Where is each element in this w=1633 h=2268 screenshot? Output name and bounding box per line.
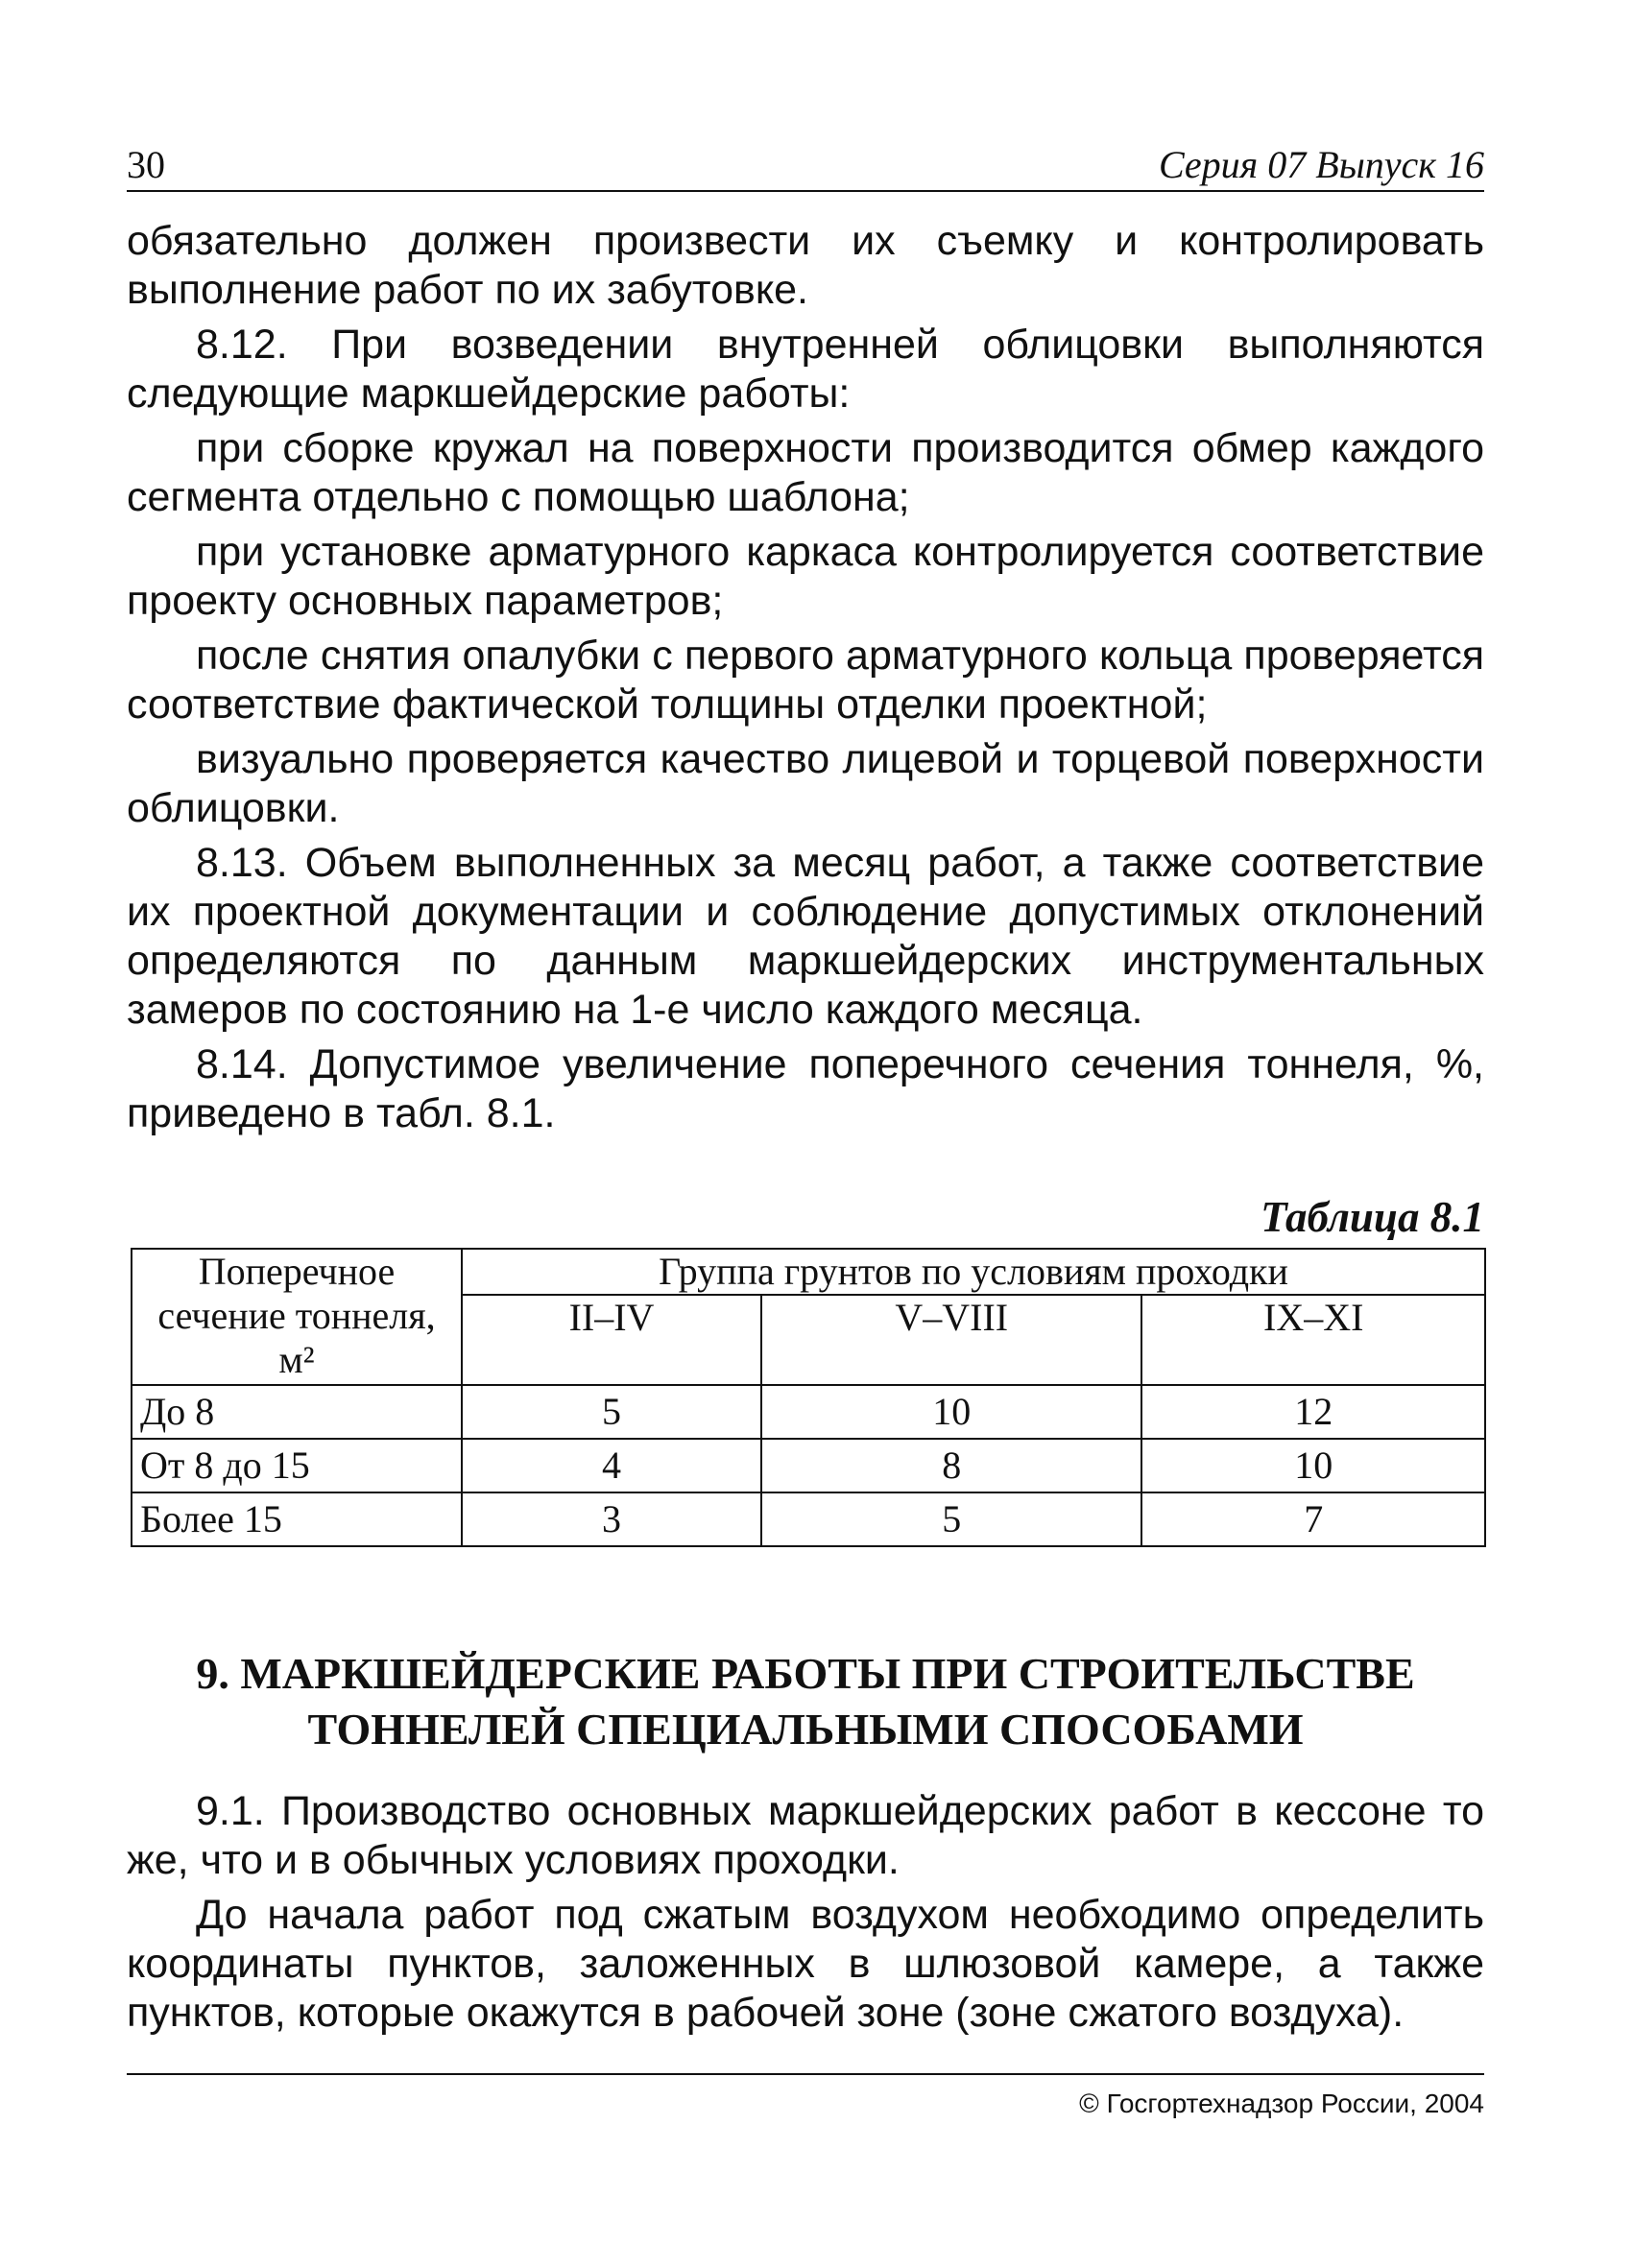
paragraph: при установке арматурного каркаса контролируется соответствие проекту основных параметров; [127,529,1484,624]
header-cross-section: Поперечное сечение тоннеля, м² [132,1249,462,1385]
text-block-lower [127,1787,1484,2043]
table-cell: 10 [1141,1439,1485,1492]
header-soil-group: Группа грунтов по условиям проходки [462,1249,1485,1295]
table-row [132,1492,1485,1546]
paragraph: обязательно должен произвести их съемку и контролировать выполнение работ по их забутовке. [127,218,1484,313]
table-cell: 8 [761,1439,1141,1492]
header-group-1: II–IV [462,1295,761,1385]
page-number: 30 [127,143,165,186]
table-row [132,1385,1485,1439]
paragraph: До начала работ под сжатым воздухом необходимо определить координаты пунктов, заложенных в шлюзовой камере, а также пунктов, которые окажутся в рабочей зоне (зоне сжатого воздуха). [127,1892,1484,2036]
table-cell: 7 [1141,1492,1485,1546]
table-cell: 5 [761,1492,1141,1546]
table-caption: Таблица 8.1 [1261,1193,1484,1241]
paragraph-8-13: 8.13. Объем выполненных за месяц работ, а также соответствие их проектной документации и соблюдение допустимых отклонений определяются по данным маркшейдерских инструментальных замеров по состоянию на 1-е число каждого месяца. [127,840,1484,1033]
paragraph: после снятия опалубки с первого арматурного кольца проверяется соответствие фактической толщины отделки проектной; [127,633,1484,728]
section-heading-line-1: 9. МАРКШЕЙДЕРСКИЕ РАБОТЫ ПРИ СТРОИТЕЛЬСТВЕ [196,1649,1415,1698]
section-heading [127,1646,1484,1757]
row-label: Более 15 [132,1492,462,1546]
table-cell: 3 [462,1492,761,1546]
table-cell: 5 [462,1385,761,1439]
paragraph: визуально проверяется качество лицевой и торцевой поверхности облицовки. [127,736,1484,831]
header-group-2: V–VIII [761,1295,1141,1385]
paragraph: при сборке кружал на поверхности производится обмер каждого сегмента отдельно с помощью шаблона; [127,425,1484,520]
paragraph-9-1: 9.1. Производство основных маркшейдерских работ в кессоне то же, что и в обычных условиях проходки. [127,1788,1484,1883]
text-block-upper [127,217,1484,1144]
section-heading-line-2: ТОННЕЛЕЙ СПЕЦИАЛЬНЫМИ СПОСОБАМИ [307,1705,1304,1754]
paragraph-8-14: 8.14. Допустимое увеличение поперечного сечения тоннеля, %, приведено в табл. 8.1. [127,1041,1484,1136]
footer-rule [127,2073,1484,2075]
row-label: От 8 до 15 [132,1439,462,1492]
header-group-3: IX–XI [1141,1295,1485,1385]
copyright-notice: © Госгортехнадзор России, 2004 [1079,2089,1484,2118]
table-cell: 10 [761,1385,1141,1439]
table-row [132,1439,1485,1492]
page-header [127,140,1484,192]
tolerance-table [131,1248,1486,1547]
table-cell: 12 [1141,1385,1485,1439]
series-title: Серия 07 Выпуск 16 [1158,143,1484,186]
paragraph-8-12: 8.12. При возведении внутренней облицовки выполняются следующие маркшейдерские работы: [127,322,1484,417]
table-header-row [132,1249,1485,1295]
table-cell: 4 [462,1439,761,1492]
row-label: До 8 [132,1385,462,1439]
